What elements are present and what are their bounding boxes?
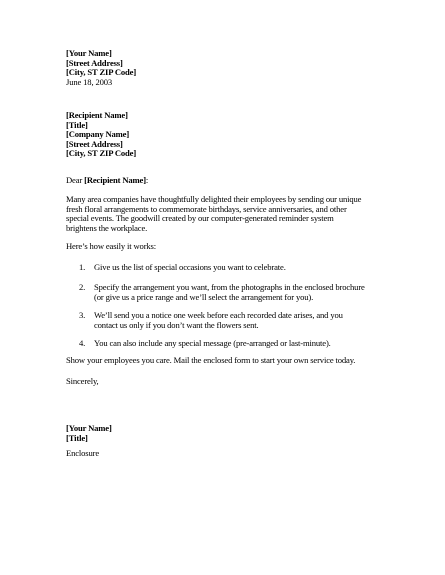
step-text <box>94 263 384 273</box>
intro-line: fresh floral arrangements to commemorate birthdays, service anniversaries, and other <box>66 203 347 214</box>
step-line: Give us the list of special occasions you want to celebrate. <box>94 262 286 272</box>
step-text <box>94 339 384 349</box>
step-number: 1. <box>79 262 86 272</box>
step-number: 3. <box>79 310 86 320</box>
signature-name: [Your Name] <box>66 423 112 433</box>
how-it-works-text: Here’s how easily it works: <box>66 241 156 251</box>
recipient-city: [City, ST ZIP Code] <box>66 148 137 159</box>
salutation-name: [Recipient Name] <box>84 175 146 185</box>
complimentary-close <box>66 377 382 387</box>
enclosure-text: Enclosure <box>66 448 100 458</box>
intro-line: brightens the workplace. <box>66 222 148 233</box>
signature-title: [Title] <box>66 432 88 443</box>
closing-paragraph-text: Show your employees you care. Mail the enclosed form to start your own service today. <box>66 355 356 365</box>
salutation <box>66 176 386 186</box>
complimentary-close-text: Sincerely, <box>66 376 99 386</box>
step-line: Specify the arrangement you want, from the photographs in the enclosed brochure <box>94 282 365 292</box>
sender-name: [Your Name] <box>66 48 112 58</box>
step-line: You can also include any special message (pre-arranged or last-minute). <box>94 338 331 348</box>
recipient-name: [Recipient Name] <box>66 110 128 120</box>
step-text <box>94 311 384 330</box>
salutation-suffix: : <box>145 175 149 185</box>
step-line: We’ll send you a notice one week before each recorded date arises, and you <box>94 310 343 320</box>
intro-line: Many area companies have thoughtfully delighted their employees by sending our unique <box>66 194 362 204</box>
intro-paragraph <box>66 195 382 233</box>
signature-block <box>66 424 386 443</box>
step-number: 2. <box>79 282 86 292</box>
how-it-works-line <box>66 242 382 252</box>
sender-address-block <box>66 49 386 87</box>
step-line: contact us only if you don’t want the flowers sent. <box>94 319 259 330</box>
step-number: 4. <box>79 338 86 348</box>
recipient-title: [Title] <box>66 119 88 130</box>
sender-street: [Street Address] <box>66 57 123 68</box>
enclosure-note <box>66 449 386 459</box>
letter-date: June 18, 2003 <box>66 76 113 87</box>
recipient-company: [Company Name] <box>66 129 130 140</box>
salutation-prefix: Dear <box>66 175 85 185</box>
recipient-address-block <box>66 111 386 159</box>
intro-line: special events. The goodwill created by our computer-generated reminder system <box>66 213 334 224</box>
step-line: (or give us a price range and we’ll select the arrangement for you). <box>94 291 314 302</box>
closing-paragraph <box>66 356 382 366</box>
step-text <box>94 283 384 302</box>
sender-city: [City, ST ZIP Code] <box>66 67 137 78</box>
recipient-street: [Street Address] <box>66 138 123 149</box>
